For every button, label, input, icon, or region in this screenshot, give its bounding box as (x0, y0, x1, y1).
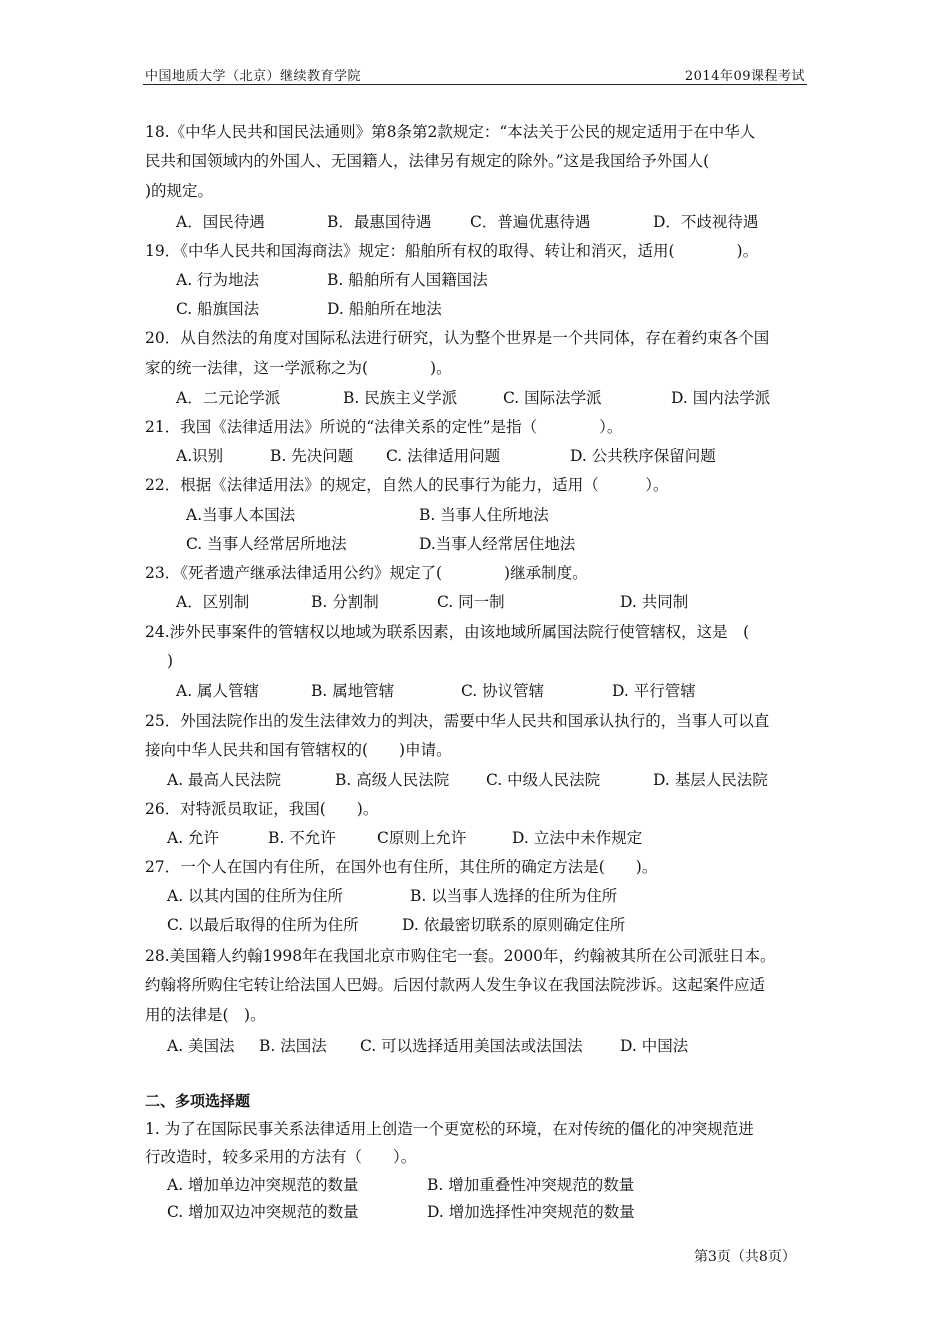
question-28-line-2: 约翰将所购住宅转让给法国人巴姆。后因付款两人发生争议在我国法院涉诉。这起案件应适 (145, 976, 766, 994)
multi-question-1-option-b: B. 增加重叠性冲突规范的数量 (427, 1176, 635, 1194)
question-20-line-1: 20．从自然法的角度对国际私法进行研究，认为整个世界是一个共同体，存在着约束各个国 (145, 329, 770, 347)
multi-question-1-line-1: 1. 为了在国际民事关系法律适用上创造一个更宽松的环境，在对传统的僵化的冲突规范进 (145, 1120, 754, 1138)
question-26-option-b: B. 不允许 (268, 829, 336, 847)
question-27-option-c: C. 以最后取得的住所为住所 (167, 916, 359, 934)
question-24-option-c: C. 协议管辖 (461, 682, 545, 700)
question-27-option-b: B. 以当事人选择的住所为住所 (410, 887, 618, 905)
question-28-line-1: 28.美国籍人约翰1998年在我国北京市购住宅一套。2000年，约翰被其所在公司派驻日本。 (145, 947, 776, 965)
question-21-option-c: C. 法律适用问题 (386, 447, 501, 465)
page-number: 第3页（共8页） (694, 1249, 796, 1265)
question-18-option-b: B．最惠国待遇 (327, 213, 432, 231)
question-19-option-d: D. 船舶所在地法 (327, 300, 442, 318)
question-27-option-a: A. 以其内国的住所为住所 (167, 887, 344, 905)
question-25-line-1: 25．外国法院作出的发生法律效力的判决，需要中华人民共和国承认执行的，当事人可以直 (145, 712, 770, 730)
question-23-option-b: B. 分割制 (311, 593, 379, 611)
question-24-option-b: B. 属地管辖 (311, 682, 395, 700)
question-18-line-1: 18.《中华人民共和国民法通则》第8条第2款规定：“本法关于公民的规定适用于在中华人 (145, 123, 756, 141)
question-20-option-a: A．二元论学派 (176, 389, 281, 407)
question-21-option-b: B. 先决问题 (270, 447, 354, 465)
question-18-option-d: D．不歧视待遇 (653, 213, 759, 231)
multi-question-1-option-d: D. 增加选择性冲突规范的数量 (427, 1203, 635, 1221)
question-28-line-3: 用的法律是( )。 (145, 1006, 266, 1024)
question-19-option-c: C. 船旗国法 (176, 300, 260, 318)
question-22-option-a: A.当事人本国法 (186, 506, 296, 524)
question-24-line-2: ) (167, 652, 174, 670)
question-22-line-1: 22．根据《法律适用法》的规定，自然人的民事行为能力，适用（ ）。 (145, 476, 669, 494)
question-26-option-a: A. 允许 (167, 829, 220, 847)
question-20-option-c: C. 国际法学派 (503, 389, 602, 407)
question-28-option-a: A. 美国法 (167, 1037, 235, 1055)
question-25-option-b: B. 高级人民法院 (335, 771, 450, 789)
question-20-line-2: 家的统一法律，这一学派称之为( )。 (145, 359, 452, 377)
question-26-option-d: D. 立法中未作规定 (512, 829, 643, 847)
question-23-line-1: 23．《死者遗产继承法律适用公约》规定了( )继承制度。 (145, 564, 588, 582)
question-26-option-c: C原则上允许 (377, 829, 467, 847)
question-21-option-a: A.识别 (176, 447, 224, 465)
question-18-option-a: A．国民待遇 (176, 213, 265, 231)
page-header (143, 62, 807, 85)
multi-question-1-option-c: C. 增加双边冲突规范的数量 (167, 1203, 359, 1221)
question-24-option-d: D. 平行管辖 (612, 682, 696, 700)
question-22-option-c: C. 当事人经常居所地法 (186, 535, 347, 553)
question-25-line-2: 接向中华人民共和国有管辖权的( )申请。 (145, 741, 452, 759)
header-exam-date: 2014年09课程考试 (684, 69, 805, 84)
question-21-line-1: 21．我国《法律适用法》所说的“法律关系的定性”是指（ ）。 (145, 418, 623, 436)
multi-question-1-option-a: A. 增加单边冲突规范的数量 (167, 1176, 359, 1194)
question-20-option-d: D. 国内法学派 (671, 389, 771, 407)
question-26-line-1: 26．对特派员取证，我国( )。 (145, 800, 379, 818)
question-23-option-d: D. 共同制 (620, 593, 689, 611)
question-21-option-d: D. 公共秩序保留问题 (570, 447, 716, 465)
question-23-option-a: A．区别制 (176, 593, 250, 611)
question-27-line-1: 27．一个人在国内有住所，在国外也有住所，其住所的确定方法是( )。 (145, 858, 658, 876)
question-25-option-a: A. 最高人民法院 (167, 771, 282, 789)
question-28-option-b: B. 法国法 (259, 1037, 327, 1055)
header-institution: 中国地质大学（北京）继续教育学院 (145, 69, 362, 84)
question-25-option-c: C. 中级人民法院 (486, 771, 601, 789)
question-28-option-c: C. 可以选择适用美国法或法国法 (360, 1037, 583, 1055)
question-19-line-1: 19．《中华人民共和国海商法》规定：船舶所有权的取得、转让和消灭，适用( )。 (145, 242, 759, 260)
question-22-option-d: D.当事人经常居住地法 (419, 535, 576, 553)
question-18-option-c: C．普遍优惠待遇 (470, 213, 591, 231)
question-18-line-3: )的规定。 (145, 182, 214, 200)
question-24-line-1: 24.涉外民事案件的管辖权以地域为联系因素，由该地域所属国法院行使管辖权，这是 ( (145, 623, 750, 641)
question-25-option-d: D. 基层人民法院 (653, 771, 768, 789)
question-24-option-a: A. 属人管辖 (176, 682, 260, 700)
question-23-option-c: C. 同一制 (437, 593, 505, 611)
question-22-option-b: B. 当事人住所地法 (419, 506, 549, 524)
question-18-line-2: 民共和国领域内的外国人、无国籍人，法律另有规定的除外。”这是我国给予外国人( (145, 152, 710, 170)
question-28-option-d: D. 中国法 (620, 1037, 689, 1055)
multi-question-1-line-2: 行改造时，较多采用的方法有（ ）。 (145, 1148, 417, 1166)
question-19-option-a: A. 行为地法 (176, 271, 260, 289)
question-27-option-d: D. 依最密切联系的原则确定住所 (402, 916, 626, 934)
question-19-option-b: B. 船舶所有人国籍国法 (327, 271, 488, 289)
section-title-multiple-choice: 二、多项选择题 (145, 1092, 251, 1110)
question-20-option-b: B. 民族主义学派 (343, 389, 458, 407)
